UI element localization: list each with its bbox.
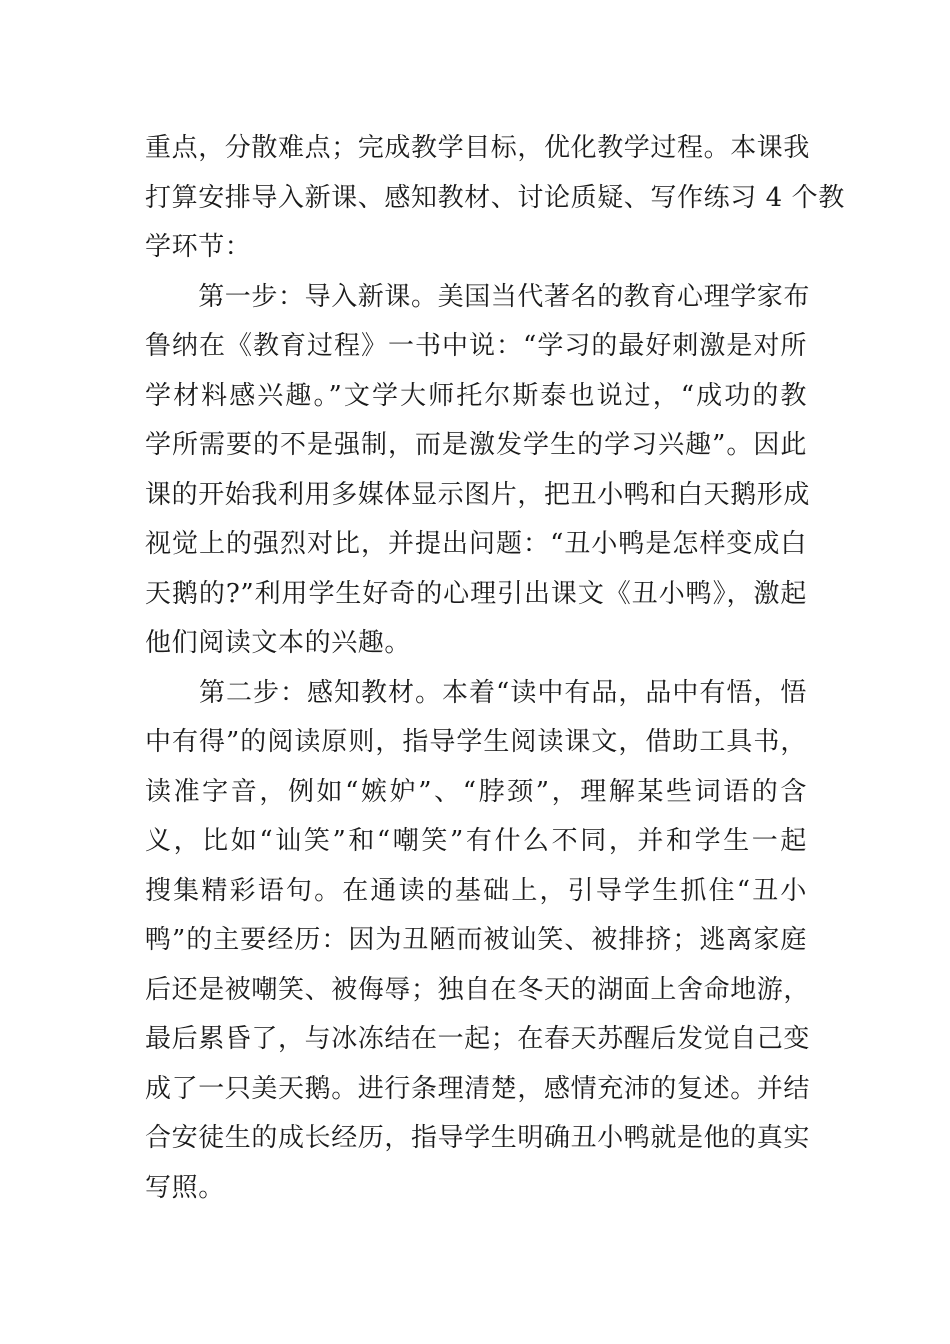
text-line: 学所需要的不是强制，而是激发学生的学习兴趣”。因此 [145, 430, 807, 460]
text-line: 他们阅读文本的兴趣。 [145, 628, 412, 658]
document-body [145, 124, 845, 1213]
paragraph-step-two [145, 669, 811, 1214]
text-line: 读准字音，例如“嫉妒”、“脖颈”，理解某些词语的含 [145, 776, 807, 807]
text-line: 中有得”的阅读原则，指导学生阅读课文，借助工具书， [145, 727, 807, 757]
text-line: 合安徒生的成长经历，指导学生明确丑小鸭就是他的真实 [145, 1123, 811, 1153]
text-line: 学环节： [145, 232, 252, 262]
text-line: 鲁纳在《教育过程》一书中说：“学习的最好刺激是对所 [145, 331, 807, 361]
paragraph-step-one [145, 273, 811, 669]
text-line: 第一步：导入新课。美国当代著名的教育心理学家布 [145, 281, 811, 312]
paragraph-intro [145, 124, 845, 273]
text-line: 视觉上的强烈对比，并提出问题：“丑小鸭是怎样变成白 [145, 529, 807, 559]
text-line: 学材料感兴趣。”文学大师托尔斯泰也说过，“成功的教 [145, 380, 807, 411]
text-line: 重点，分散难点；完成教学目标，优化教学过程。本课我 [145, 133, 811, 163]
text-line: 第二步：感知教材。本着“读中有品，品中有悟，悟 [145, 677, 807, 708]
text-line: 写照。 [145, 1172, 225, 1203]
text-line: 打算安排导入新课、感知教材、讨论质疑、写作练习 4 个教 [145, 182, 845, 213]
text-line: 搜集精彩语句。在通读的基础上，引导学生抓住“丑小 [145, 875, 807, 906]
text-line: 义，比如“讪笑”和“嘲笑”有什么不同，并和学生一起 [145, 826, 807, 856]
text-line: 最后累昏了，与冰冻结在一起；在春天苏醒后发觉自己变 [145, 1024, 811, 1054]
text-line: 后还是被嘲笑、被侮辱；独自在冬天的湖面上舍命地游， [145, 974, 811, 1005]
text-line: 课的开始我利用多媒体显示图片，把丑小鸭和白天鹅形成 [145, 479, 811, 510]
text-line: 成了一只美天鹅。进行条理清楚，感情充沛的复述。并结 [145, 1073, 811, 1104]
text-line: 鸭”的主要经历：因为丑陋而被讪笑、被排挤；逃离家庭 [145, 925, 807, 955]
text-line: 天鹅的?”利用学生好奇的心理引出课文《丑小鸭》，激起 [145, 578, 807, 609]
